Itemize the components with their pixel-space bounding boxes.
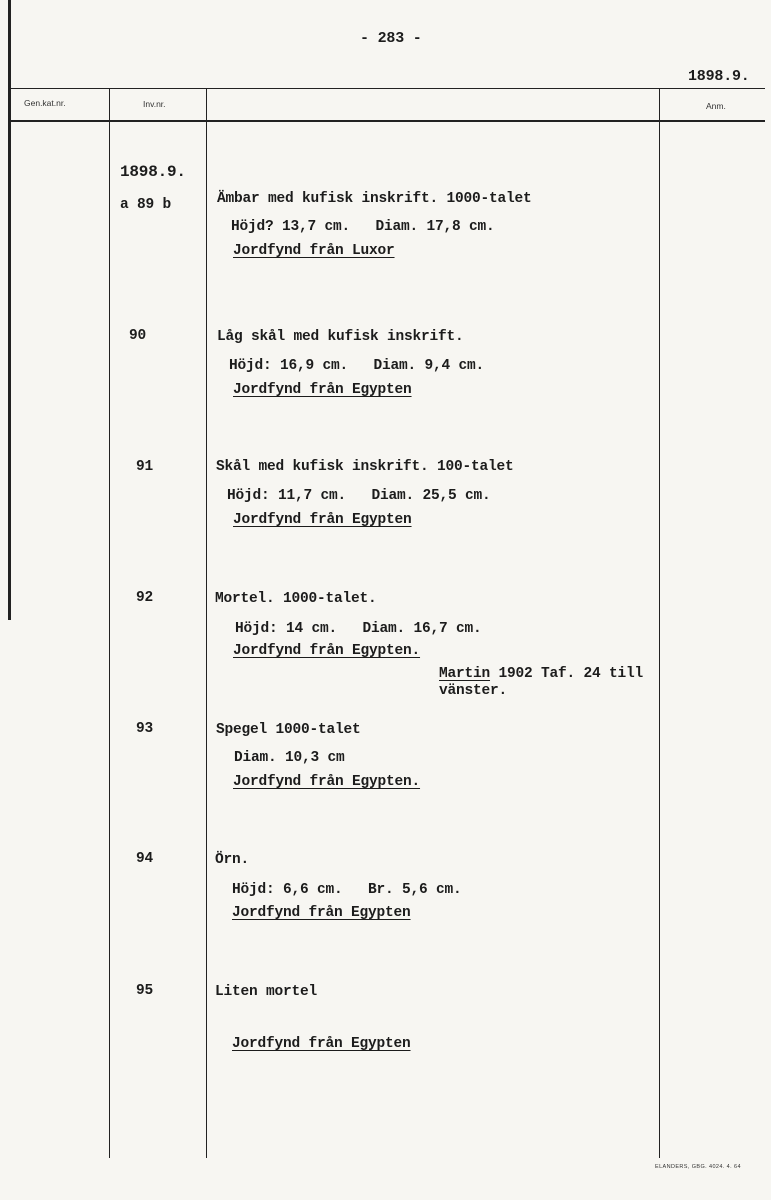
column-divider-2 [206, 88, 207, 1158]
column-divider-1 [109, 88, 110, 1158]
entry-measure: Höjd: 11,7 cm. Diam. 25,5 cm. [227, 488, 491, 504]
entry-measure: Diam. 10,3 cm [234, 750, 345, 766]
entry-measure: Höjd? 13,7 cm. Diam. 17,8 cm. [231, 219, 495, 235]
entry-measure: Höjd: 16,9 cm. Diam. 9,4 cm. [229, 358, 485, 374]
entry-title: Spegel 1000-talet [216, 722, 361, 738]
inv-number: a 89 b [120, 197, 172, 213]
entry-find: Jordfynd från Egypten. [233, 774, 421, 790]
remark-line-2: vänster. [439, 683, 508, 699]
entry-find: Jordfynd från Egypten [233, 382, 412, 398]
entry-find: Jordfynd från Egypten [233, 512, 412, 528]
inv-number: 93 [136, 721, 154, 737]
inv-number: 91 [136, 459, 154, 475]
entry-measure: Höjd: 14 cm. Diam. 16,7 cm. [235, 621, 482, 637]
year-code: 1898.9. [688, 68, 750, 85]
entry-title: Ämbar med kufisk inskrift. 1000-talet [217, 191, 532, 207]
header-top-rule [10, 88, 765, 89]
header-genkat: Gen.kat.nr. [24, 98, 66, 108]
entry-find: Jordfynd från Egypten [232, 905, 411, 921]
printer-imprint: ELANDERS, GBG. 4024. 4. 64 [655, 1164, 741, 1170]
left-page-edge [8, 0, 11, 620]
entry-title: Liten mortel [215, 984, 318, 1000]
entry-find: Jordfynd från Egypten. [233, 643, 421, 659]
inv-number: 92 [136, 590, 154, 606]
entry-title: Örn. [215, 852, 250, 868]
entry-find: Jordfynd från Egypten [232, 1036, 411, 1052]
header-bottom-rule [10, 120, 765, 122]
header-anm: Anm. [706, 101, 726, 111]
entry-measure: Höjd: 6,6 cm. Br. 5,6 cm. [232, 882, 462, 898]
inv-number: 95 [136, 983, 154, 999]
group-label: 1898.9. [120, 163, 186, 181]
inv-number: 90 [129, 328, 147, 344]
column-divider-3 [659, 88, 660, 1158]
remark-reference: Martin [439, 666, 491, 682]
remark-text: 1902 Taf. 24 till [490, 666, 644, 682]
entry-title: Mortel. 1000-talet. [215, 591, 377, 607]
inv-number: 94 [136, 851, 154, 867]
entry-find: Jordfynd från Luxor [233, 243, 395, 259]
page-number: - 283 - [360, 30, 422, 47]
remark-line-1 [439, 666, 643, 682]
entry-title: Låg skål med kufisk inskrift. [217, 329, 464, 345]
header-invnr: Inv.nr. [143, 99, 166, 109]
entry-title: Skål med kufisk inskrift. 100-talet [216, 459, 514, 475]
